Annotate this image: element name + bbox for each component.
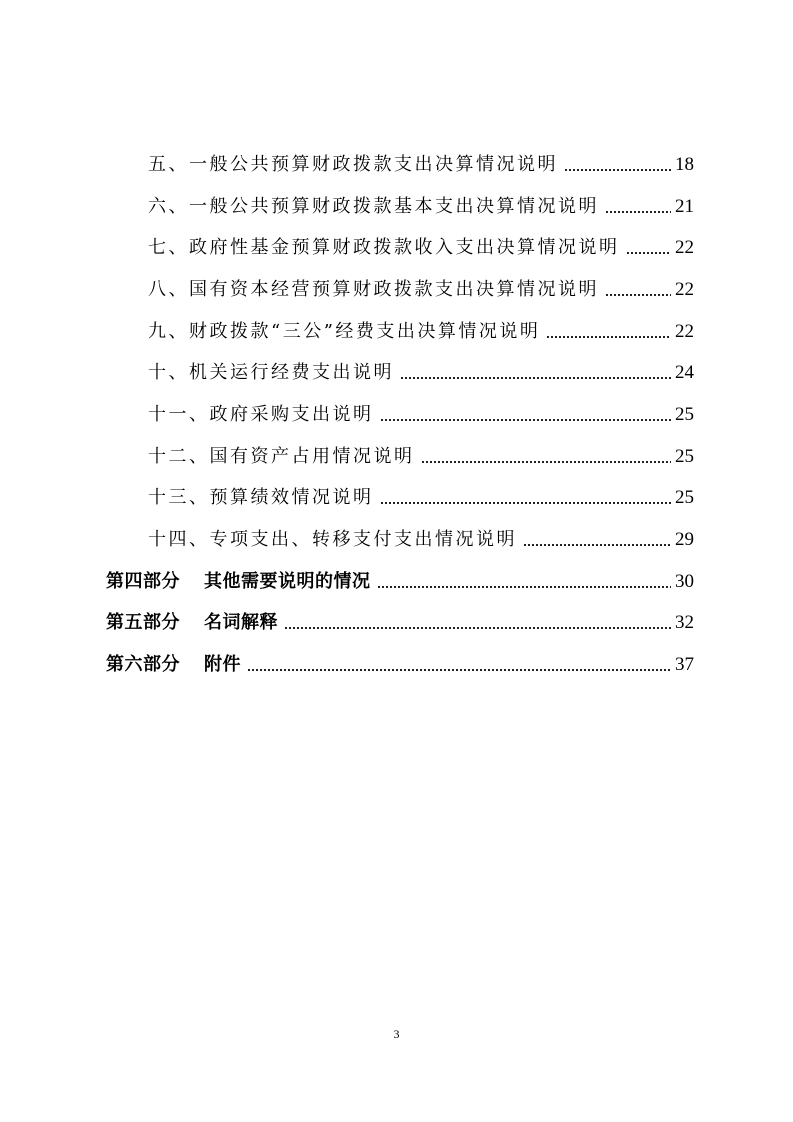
page-number: 3: [393, 1027, 400, 1041]
dot-leader: [564, 169, 671, 171]
toc-entry-label: 十三、预算绩效情况说明: [148, 487, 374, 508]
dot-leader: [377, 586, 672, 588]
toc-part-label: [106, 654, 241, 676]
toc-entry-label: 七、政府性基金预算财政拨款收入支出决算情况说明: [148, 237, 620, 258]
toc-entry-label: 十四、专项支出、转移支付支出情况说明: [148, 529, 517, 550]
toc-entry[interactable]: [148, 394, 694, 426]
toc-entry-label: 六、一般公共预算财政拨款基本支出决算情况说明: [148, 196, 599, 217]
toc-part-number: 第四部分: [106, 571, 180, 592]
dot-leader: [380, 502, 672, 504]
toc-entry-label: 十一、政府采购支出说明: [148, 404, 374, 425]
toc-entry-page: 18: [675, 154, 694, 175]
toc-part-entry[interactable]: [106, 602, 694, 634]
toc-part-number: 第五部分: [106, 612, 180, 633]
toc-part-page: 30: [675, 571, 694, 592]
toc-entry-page: 25: [675, 487, 694, 508]
toc-part-page: 37: [675, 654, 694, 675]
toc-entry-label: 十、机关运行经费支出说明: [148, 362, 394, 383]
toc-entry-label: 十二、国有资产占用情况说明: [148, 446, 415, 467]
toc-entry-label: 九、财政拨款“三公”经费支出决算情况说明: [148, 321, 541, 342]
toc-part-label: [106, 571, 371, 593]
dot-leader: [605, 211, 671, 213]
toc-part-number: 第六部分: [106, 654, 180, 675]
toc-entry[interactable]: [148, 352, 694, 384]
dot-leader: [605, 294, 671, 296]
toc-entry[interactable]: [148, 519, 694, 551]
toc-entry-page: 22: [675, 237, 694, 258]
dot-leader: [400, 377, 671, 379]
toc-entry[interactable]: [148, 144, 694, 176]
toc-entry-label: 五、一般公共预算财政拨款支出决算情况说明: [148, 154, 558, 175]
toc-entry-page: 22: [675, 279, 694, 300]
toc-part-entry[interactable]: [106, 644, 694, 676]
toc-part-title: 附件: [204, 654, 241, 675]
toc-entry-page: 25: [675, 446, 694, 467]
dot-leader: [421, 461, 672, 463]
dot-leader: [284, 627, 671, 629]
dot-leader: [626, 252, 672, 254]
toc-entry-page: 25: [675, 404, 694, 425]
toc-part-page: 32: [675, 612, 694, 633]
dot-leader: [247, 669, 671, 671]
toc-entry[interactable]: [148, 186, 694, 218]
toc-entry-page: 21: [675, 196, 694, 217]
toc-entry[interactable]: [148, 227, 694, 259]
toc-entry[interactable]: [148, 269, 694, 301]
toc-part-title: 其他需要说明的情况: [204, 571, 371, 592]
dot-leader: [523, 544, 671, 546]
toc-part-title: 名词解释: [204, 612, 278, 633]
toc-entry-page: 29: [675, 529, 694, 550]
dot-leader: [546, 336, 671, 338]
dot-leader: [380, 419, 672, 421]
toc-part-label: [106, 612, 278, 634]
toc-entry-page: 22: [675, 321, 694, 342]
toc-entry[interactable]: [148, 311, 694, 343]
toc-entry-label: 八、国有资本经营预算财政拨款支出决算情况说明: [148, 279, 599, 300]
toc-entry-page: 24: [675, 362, 694, 383]
toc-entry[interactable]: [148, 436, 694, 468]
toc-part-entry[interactable]: [106, 561, 694, 593]
toc-entry[interactable]: [148, 477, 694, 509]
